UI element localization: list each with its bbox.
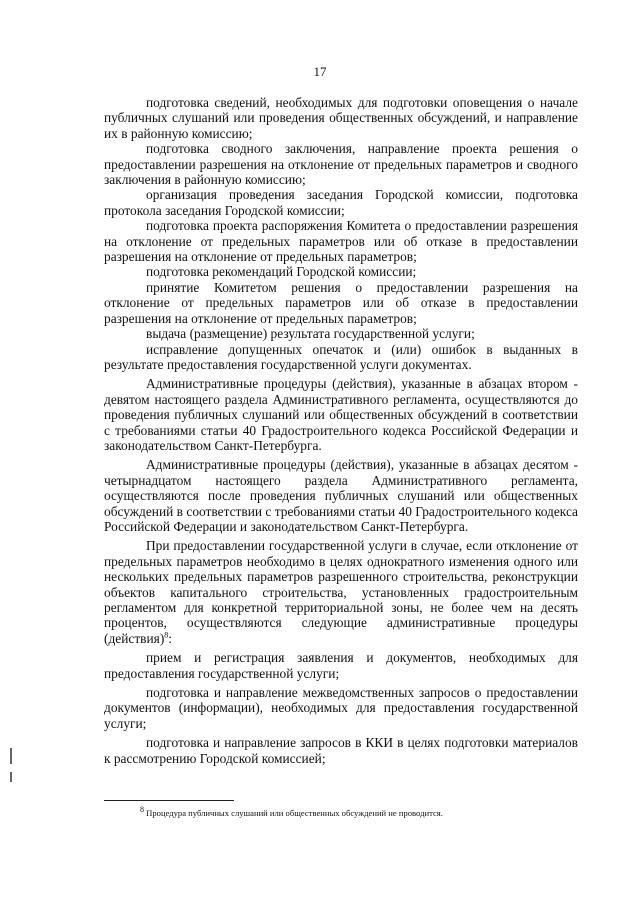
paragraph: подготовка и направление межведомственных запросов о предоставлении документов (информации), необходимых для предоставления государственной услуги; xyxy=(104,685,578,731)
paragraph: подготовка проекта распоряжения Комитета о предоставлении разрешения на отклонение от предельных параметров или об отказе в предоставлении разрешения на отклонение от предельных параметров; xyxy=(104,218,578,265)
paragraph: организация проведения заседания Городской комиссии, подготовка протокола заседания Городской комиссии; xyxy=(104,187,578,218)
paragraph: подготовка рекомендаций Городской комиссии; xyxy=(146,264,417,280)
paragraph: исправление допущенных опечаток и (или) ошибок в выданных в результате предоставления государственной услуги документах. xyxy=(104,341,578,372)
paragraph: подготовка и направление запросов в ККИ в целях подготовки материалов к рассмотрению Городской комиссией; xyxy=(104,735,578,766)
paragraph: Административные процедуры (действия), указанные в абзацах десятом - четырнадцатом настоящего раздела Административного регламента, осуществляются после проведения публичных слушаний или общественных обсуждений в соответствии с требованиями статьи 40 Градостроительного кодекса Российской Федерации и законодательством Санкт-Петербурга. xyxy=(104,457,578,534)
paragraph: подготовка сведений, необходимых для подготовки оповещения о начале публичных слушаний или проведения общественных обсуждений, и направление их в районную комиссию; xyxy=(104,95,578,141)
document-body xyxy=(104,95,578,766)
footnote-divider xyxy=(104,800,234,801)
page-number: 17 xyxy=(313,64,327,79)
footnote-mark: 8 xyxy=(140,805,144,815)
paragraph-with-footnote xyxy=(104,538,578,646)
footnote-reference: 8 xyxy=(164,630,169,640)
footnote xyxy=(140,805,580,819)
paragraph: прием и регистрация заявления и документов, необходимых для предоставления государственной услуги; xyxy=(104,650,578,681)
paragraph: принятие Комитетом решения о предоставлении разрешения на отклонение от предельных параметров или об отказе в предоставлении разрешения на отклонение от предельных параметров; xyxy=(104,279,578,326)
footnote-text: Процедура публичных слушаний или общественных обсуждений не проводится. xyxy=(144,808,443,818)
paragraph: подготовка сводного заключения, направление проекта решения о предоставлении разрешения на отклонение от предельных параметров и сводного заключения в районную комиссию; xyxy=(104,141,578,188)
paragraph-tail: : xyxy=(168,630,173,646)
paragraph-text: При предоставлении государственной услуги в случае, если отклонение от предельных параметров необходимо в целях однократного изменения одного или нескольких предельных параметров разрешенного строительства, реконструкции объектов капитального строительства, установленных градостроительным регламентом для конкретной территориальной зоны, не более чем на десять процентов, осуществляются следующие административные процедуры (действия) xyxy=(104,538,578,646)
scan-edge-mark xyxy=(10,772,12,782)
scan-edge-mark xyxy=(10,748,12,764)
paragraph: Административные процедуры (действия), указанные в абзацах втором - девятом настоящего раздела Административного регламента, осуществляются до проведения публичных слушаний или общественных обсуждений в соответствии с требованиями статьи 40 Градостроительного кодекса Российской Федерации и законодательством Санкт-Петербурга. xyxy=(104,376,578,453)
paragraph: выдача (размещение) результата государственной услуги; xyxy=(146,326,475,342)
